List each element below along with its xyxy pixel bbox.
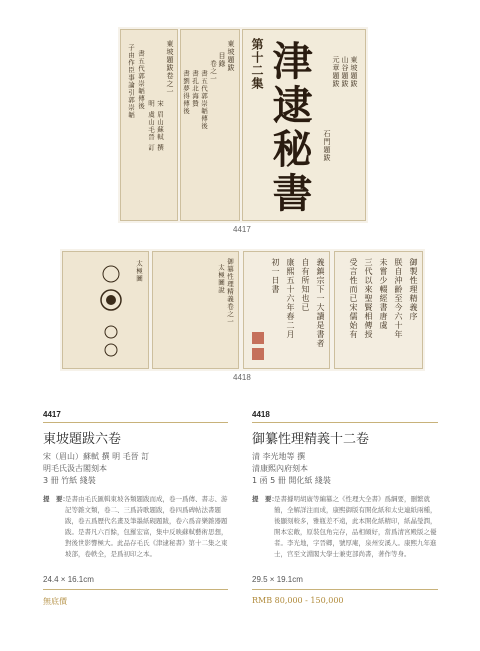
page-text-line: 書劉夢得傳後 (182, 70, 190, 115)
book-page-text (120, 29, 178, 221)
lot-edition: 清康熙內府刻本 (252, 464, 308, 473)
page-text-line: 義鎮宗下一大讀是書者 (316, 258, 325, 348)
page-text-line: 朕自沖齡至今六十年 (394, 258, 403, 339)
lot-size: 29.5 × 19.1cm (252, 575, 303, 584)
book-page-text (152, 251, 239, 369)
lot-description: 是書由毛氏匯輯東坡各類題跋而成，卷一爲傳、書志、游記等雜文類，卷二、三爲詩歌題跋，卷四爲碑帖法書題跋，卷五爲歷代名畫及筆墨紙硯題跋，卷六爲音樂雜器題跋。是書凡六百餘，包羅宏富，集中反映蘇軾藝術思想，對後世影響極大。此品存毛氏《津逮秘書》第十二集之東坡部，卷帙全，是爲初印之本。 (65, 495, 228, 558)
photo-caption: 4418 (233, 373, 251, 382)
divider (252, 589, 438, 590)
page-text-line: 自有所知也已 (301, 258, 310, 312)
lot-estimate: 無底價 (43, 597, 67, 606)
lot-description-label: 提 要： (43, 495, 69, 503)
book-page-title (242, 29, 366, 221)
lot-title: 御纂性理精義十二卷 (252, 432, 370, 447)
lot-size: 24.4 × 16.1cm (43, 575, 94, 584)
lot-format: 3 冊 竹紙 綫裝 (43, 476, 96, 485)
book-page-preface (334, 251, 423, 369)
lot-format: 1 函 5 冊 開化紙 綫裝 (252, 476, 331, 485)
collection-number: 第十二集 (250, 38, 264, 90)
page-text-line: 東坡題跋 (350, 56, 358, 88)
page-text-line: 石門題跋 (323, 130, 331, 162)
lot-number: 4417 (43, 410, 61, 419)
photo-lot-4417 (118, 27, 368, 223)
page-text-line: 御纂性理精義卷之一 (226, 258, 234, 326)
page-text-line: 御製性理精義序 (409, 258, 418, 321)
photo-caption: 4417 (233, 225, 251, 234)
page-text-line: 太極圖說 (217, 264, 225, 294)
lot-title: 東坡題跋六卷 (43, 432, 122, 447)
divider (43, 589, 228, 590)
page-text-line: 太極圖 (135, 260, 143, 283)
divider (252, 422, 438, 423)
page-text-line: 卷之一 (209, 60, 217, 83)
book-title: 津逮秘書 (266, 40, 313, 216)
page-text-line: 書孔北海贊 (191, 70, 199, 108)
lot-description: 是書據明胡廣等編纂之《性理大全書》爲綱要，刪繁就簡，全解詳注而成，康熙御版有開化紙和太史連紙兩種，後顯刻較多，雅瓶差不遠，此本開化紙精印，紙晶瑩潤，開本宏敞，原裝包角完存，品相頗好，當爲清宮殿版之優者。李光地，字晉卿，號厚庵，泉州安溪人。康熙九年進士，官至文淵閣大學士兼吏部尚書，著作等身。 (274, 495, 437, 558)
lot-description-label: 提 要： (252, 495, 278, 503)
page-text-line: 目錄 (218, 52, 226, 68)
book-page-contents (180, 29, 240, 221)
taiji-diagram (91, 260, 131, 360)
lot-estimate: RMB 80,000 - 150,000 (252, 596, 344, 605)
book-page-preface-end (243, 251, 330, 369)
page-text-line: 宋 眉山蘇軾 撰 (156, 100, 164, 152)
page-text-line: 東坡題跋卷之一 (166, 40, 174, 96)
page-text-line: 受言性而已宋儒始有 (349, 258, 358, 339)
lot-number: 4418 (252, 410, 270, 419)
page-text-line: 子由作臣事論引郭崇韜 (127, 44, 135, 119)
page-text-line: 山谷題跋 (341, 56, 349, 88)
seal-stamp (252, 332, 264, 344)
seal-stamp (252, 348, 264, 360)
page-text-line: 書五代郭崇韜傳後 (137, 50, 145, 110)
page-text-line: 明 虞山毛晉 訂 (147, 100, 155, 152)
book-page-diagram (62, 251, 149, 369)
photo-lot-4418 (60, 249, 425, 371)
lot-author: 宋（眉山）蘇軾 撰 明 毛晉 訂 (43, 452, 150, 461)
page-text-line: 未嘗少輟經書唐虞 (379, 258, 388, 330)
page-text-line: 東坡題跋 (227, 40, 235, 72)
divider (43, 422, 228, 423)
page-text-line: 初一日書 (271, 258, 280, 294)
page-text-line: 三代以來聖賢相傳授 (364, 258, 373, 339)
page-text-line: 元章題跋 (332, 56, 340, 88)
lot-author: 清 李光地等 撰 (252, 452, 306, 461)
lot-edition: 明毛氏汲古閣刻本 (43, 464, 107, 473)
page-text-line: 書五代郭崇韜傳後 (200, 70, 208, 130)
page-text-line: 康熙五十六年春二月 (286, 258, 295, 339)
